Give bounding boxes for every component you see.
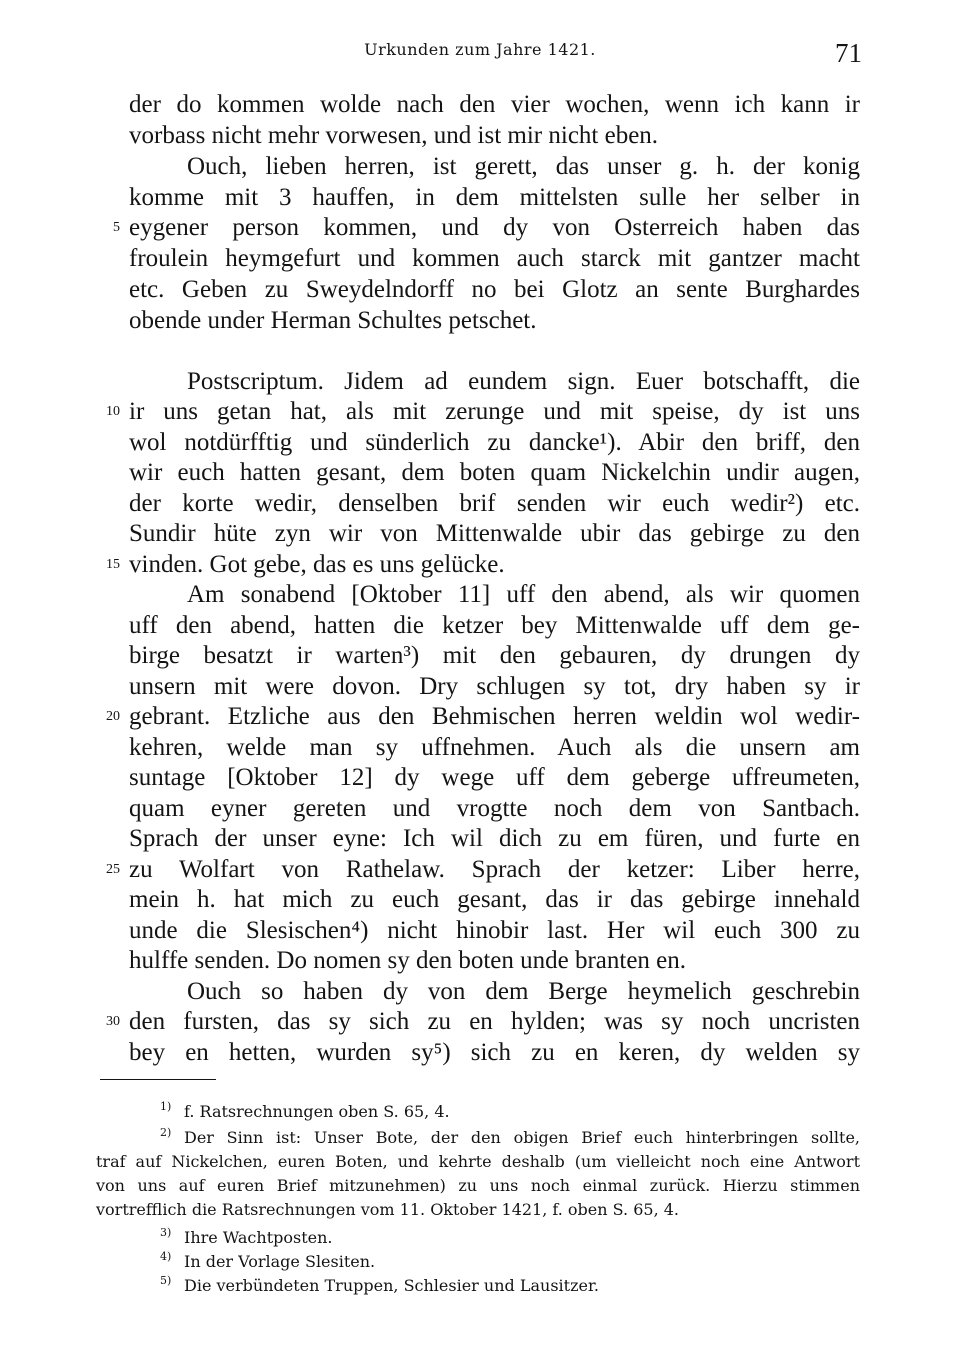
body-line: Ouch so haben dy von dem Berge heymelich geschrebin (187, 978, 860, 1005)
body-line: quam eyner gereten und vrogtte noch dem von Santbach. (129, 795, 860, 822)
line-number: 30 (106, 1014, 120, 1029)
body-line: vorbass nicht mehr vorwesen, und ist mir nicht eben. (129, 122, 659, 149)
body-line: birge besatzt ir warten³) mit den gebauren, dy drungen dy (129, 642, 860, 669)
body-line: eygener person kommen, und dy von Osterreich haben das (129, 214, 860, 241)
body-line: unsern mit were dovon. Dry schlugen sy tot, dry haben sy ir (129, 673, 860, 700)
footnote-mark: 1) (160, 1100, 172, 1113)
line-number: 20 (106, 709, 120, 724)
footnote-2-line-3: von uns auf euren Brief mitzunehmen) zu uns noch einmal zurück. Hierzu stimmen (96, 1176, 860, 1195)
body-line: komme mit 3 hauffen, in dem mittelsten sulle her selber in (129, 184, 860, 211)
footnote-text: Der Sinn ist: Unser Bote, der den obigen Brief euch hinterbringen sollte, (184, 1128, 860, 1147)
footnote-rule (100, 1079, 216, 1080)
body-line: suntage [Oktober 12] dy wege uff dem geberge uffreumeten, (129, 764, 860, 791)
body-line: wir euch hatten gesant, dem boten quam Nickelchin undir augen, (129, 459, 860, 486)
footnote-2-line-1 (160, 1126, 860, 1150)
body-line: mein h. hat mich zu euch gesant, das ir das gebirge innehald (129, 886, 860, 913)
body-line: Ouch, lieben herren, ist gerett, das unser g. h. der konig (187, 153, 860, 180)
line-number: 15 (106, 557, 120, 572)
footnote-mark: 4) (160, 1250, 172, 1263)
body-line: der korte wedir, denselben brif senden wir euch wedir²) etc. (129, 490, 860, 517)
footnote-3 (160, 1226, 860, 1250)
body-line: Am sonabend [Oktober 11] uff den abend, als wir quomen (187, 581, 860, 608)
body-line: ir uns getan hat, als mit zerunge und mit speise, dy ist uns (129, 398, 860, 425)
body-line: Postscriptum. Jidem ad eundem sign. Euer botschafft, die (187, 368, 860, 395)
body-line: kehren, welde man sy uffnehmen. Auch als die unsern am (129, 734, 860, 761)
body-line: zu Wolfart von Rathelaw. Sprach der ketzer: Liber herre, (129, 856, 860, 883)
line-number: 10 (106, 404, 120, 419)
footnote-2-line-2: traf auf Nickelchen, euren Boten, und kehrte deshalb (um vielleicht noch eine Antwort (96, 1152, 860, 1171)
footnote-4 (160, 1250, 860, 1274)
page-number: 71 (835, 38, 862, 68)
body-line: gebrant. Etzliche aus den Behmischen herren weldin wol wedir- (129, 703, 860, 730)
body-line: vinden. Got gebe, das es uns gelücke. (129, 551, 505, 578)
body-line: unde die Slesischen⁴) nicht hinobir last. Her wil euch 300 zu (129, 917, 860, 944)
footnote-mark: 5) (160, 1274, 172, 1287)
body-line: Sprach der unser eyne: Ich wil dich zu em füren, und furte en (129, 825, 860, 852)
footnote-5 (160, 1274, 860, 1298)
footnote-text: f. Ratsrechnungen oben S. 65, 4. (184, 1102, 450, 1121)
body-line: bey en hetten, wurden sy⁵) sich zu en keren, dy welden sy (129, 1039, 860, 1066)
footnote-mark: 3) (160, 1226, 172, 1239)
footnote-2-line-4: vortrefflich die Ratsrechnungen vom 11. Oktober 1421, f. oben S. 65, 4. (96, 1200, 680, 1219)
body-line: etc. Geben zu Sweydelndorff no bei Glotz an sente Burghardes (129, 276, 860, 303)
line-number: 25 (106, 862, 120, 877)
body-line: der do kommen wolde nach den vier wochen, wenn ich kann ir (129, 91, 860, 118)
body-line: uff den abend, hatten die ketzer bey Mittenwalde uff dem ge- (129, 612, 860, 639)
body-line: wol notdürfftig und sünderlich zu dancke¹). Abir den briff, den (129, 429, 860, 456)
line-number: 5 (113, 220, 120, 235)
body-line: den fursten, das sy sich zu en hylden; was sy noch uncristen (129, 1008, 860, 1035)
footnote-text: In der Vorlage Slesiten. (184, 1252, 376, 1271)
footnote-1 (160, 1100, 860, 1124)
footnote-text: Ihre Wachtposten. (184, 1228, 333, 1247)
footnote-mark: 2) (160, 1126, 172, 1139)
body-line: froulein heymgefurt und kommen auch starck mit gantzer macht (129, 245, 860, 272)
body-line: obende under Herman Schultes petschet. (129, 307, 537, 334)
running-head: Urkunden zum Jahre 1421. (364, 40, 596, 59)
footnote-text: Die verbündeten Truppen, Schlesier und Lausitzer. (184, 1276, 599, 1295)
body-line: hulffe senden. Do nomen sy den boten unde branten en. (129, 947, 687, 974)
body-line: Sundir hüte zyn wir von Mittenwalde ubir das gebirge zu den (129, 520, 860, 547)
